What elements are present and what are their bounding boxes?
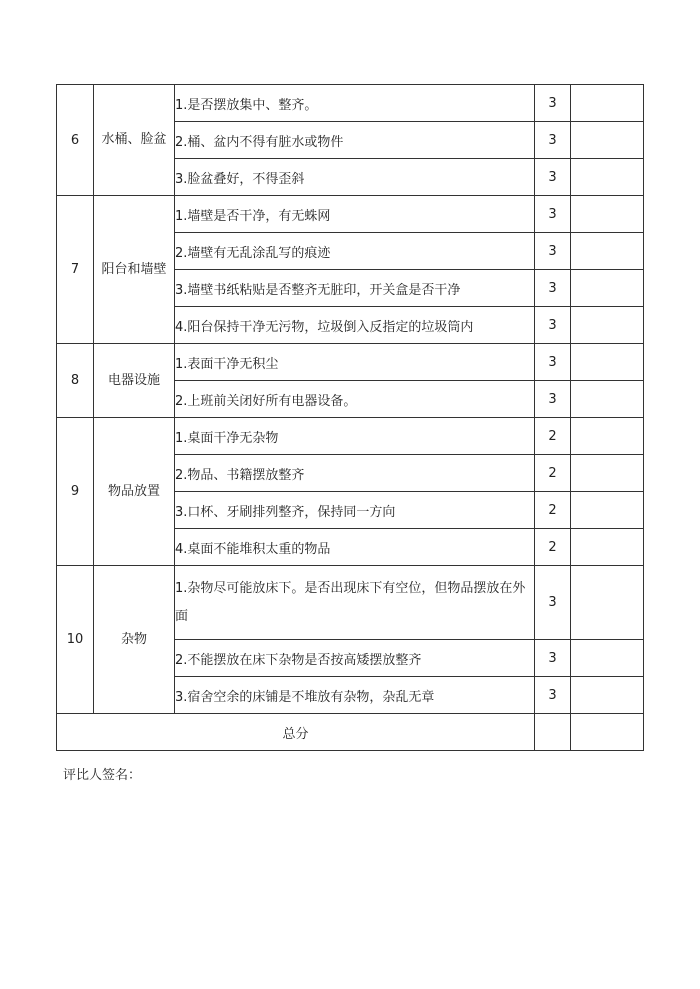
score-cell[interactable] — [571, 270, 644, 307]
total-points-cell[interactable] — [535, 714, 571, 751]
score-cell[interactable] — [571, 196, 644, 233]
criterion-text: 3.口杯、牙刷排列整齐，保持同一方向 — [175, 492, 535, 529]
criterion-text: 2.桶、盆内不得有脏水或物件 — [175, 122, 535, 159]
item-number: 9 — [57, 418, 94, 566]
criterion-points: 3 — [535, 85, 571, 122]
score-cell[interactable] — [571, 307, 644, 344]
total-score-cell[interactable] — [571, 714, 644, 751]
score-cell[interactable] — [571, 233, 644, 270]
item-number: 8 — [57, 344, 94, 418]
criterion-points: 2 — [535, 492, 571, 529]
criterion-text: 2.墙壁有无乱涂乱写的痕迹 — [175, 233, 535, 270]
criterion-text: 3.脸盆叠好，不得歪斜 — [175, 159, 535, 196]
criterion-text: 2.物品、书籍摆放整齐 — [175, 455, 535, 492]
score-cell[interactable] — [571, 566, 644, 640]
score-cell[interactable] — [571, 640, 644, 677]
score-cell[interactable] — [571, 122, 644, 159]
item-number: 6 — [57, 85, 94, 196]
criterion-text: 1.是否摆放集中、整齐。 — [175, 85, 535, 122]
criterion-text: 3.墙壁书纸粘贴是否整齐无脏印，开关盒是否干净 — [175, 270, 535, 307]
criterion-points: 3 — [535, 344, 571, 381]
score-cell[interactable] — [571, 677, 644, 714]
criterion-points: 3 — [535, 677, 571, 714]
table-row — [57, 196, 644, 233]
evaluation-table — [56, 84, 644, 751]
total-label: 总分 — [57, 714, 535, 751]
score-cell[interactable] — [571, 159, 644, 196]
criterion-text: 2.上班前关闭好所有电器设备。 — [175, 381, 535, 418]
score-cell[interactable] — [571, 418, 644, 455]
criterion-points: 3 — [535, 233, 571, 270]
criterion-text: 4.桌面不能堆积太重的物品 — [175, 529, 535, 566]
item-category: 物品放置 — [94, 418, 175, 566]
criterion-text: 2.不能摆放在床下杂物是否按高矮摆放整齐 — [175, 640, 535, 677]
item-category: 电器设施 — [94, 344, 175, 418]
item-category: 阳台和墙壁 — [94, 196, 175, 344]
item-category: 水桶、脸盆 — [94, 85, 175, 196]
criterion-points: 2 — [535, 529, 571, 566]
score-cell[interactable] — [571, 381, 644, 418]
criterion-points: 3 — [535, 307, 571, 344]
item-number: 7 — [57, 196, 94, 344]
score-cell[interactable] — [571, 344, 644, 381]
table-row — [57, 344, 644, 381]
score-cell[interactable] — [571, 492, 644, 529]
criterion-points: 3 — [535, 566, 571, 640]
score-cell[interactable] — [571, 455, 644, 492]
criterion-text: 4.阳台保持干净无污物，垃圾倒入反指定的垃圾筒内 — [175, 307, 535, 344]
criterion-text: 1.表面干净无积尘 — [175, 344, 535, 381]
criterion-points: 3 — [535, 640, 571, 677]
criterion-text: 3.宿舍空余的床铺是不堆放有杂物，杂乱无章 — [175, 677, 535, 714]
criterion-points: 3 — [535, 381, 571, 418]
total-row — [57, 714, 644, 751]
score-cell[interactable] — [571, 529, 644, 566]
criterion-points: 2 — [535, 418, 571, 455]
criterion-points: 2 — [535, 455, 571, 492]
item-number: 10 — [57, 566, 94, 714]
table-row — [57, 566, 644, 640]
item-category: 杂物 — [94, 566, 175, 714]
table-row — [57, 85, 644, 122]
criterion-points: 3 — [535, 122, 571, 159]
table-row — [57, 418, 644, 455]
score-cell[interactable] — [571, 85, 644, 122]
criterion-points: 3 — [535, 159, 571, 196]
criterion-text: 1.杂物尽可能放床下。是否出现床下有空位，但物品摆放在外面 — [175, 566, 535, 640]
criterion-points: 3 — [535, 196, 571, 233]
criterion-points: 3 — [535, 270, 571, 307]
criterion-text: 1.桌面干净无杂物 — [175, 418, 535, 455]
criterion-text: 1.墙壁是否干净，有无蛛网 — [175, 196, 535, 233]
signature-label: 评比人签名： — [63, 768, 142, 783]
